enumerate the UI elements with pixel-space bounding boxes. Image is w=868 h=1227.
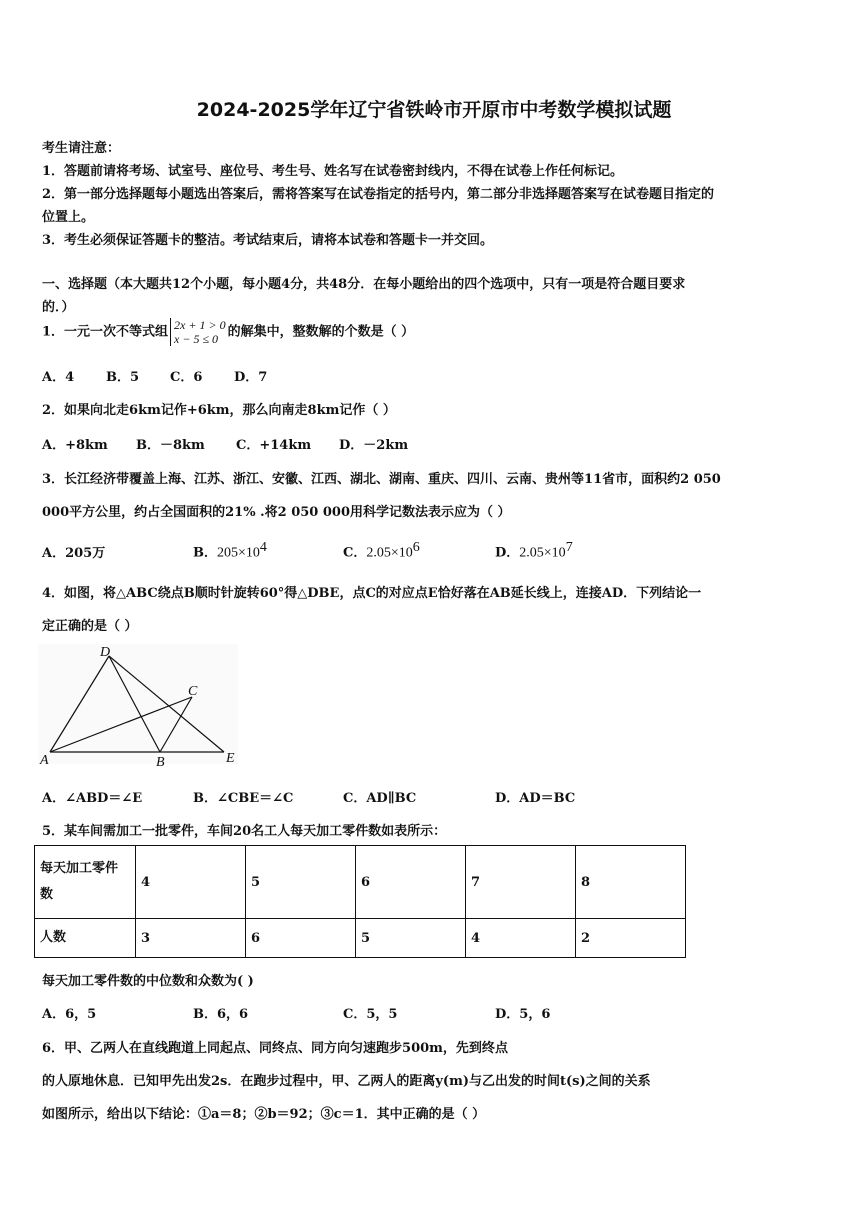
q3-option-b: B．$205\times 10^4$ [193, 540, 267, 561]
q1-option-c: C．6 [170, 370, 203, 385]
section-heading: 一、选择题（本大题共12个小题，每小题4分，共48分．在每小题给出的四个选项中，只有一项是符合题目要求 [42, 277, 686, 292]
rotation-triangle-figure [36, 642, 246, 770]
q1-option-b: B．5 [106, 370, 140, 385]
q2-option-a: A．+8km [42, 438, 108, 453]
question-6-line-2: 的人原地休息．已知甲先出发2s．在跑步过程中，甲、乙两人的距离y(m)与乙出发的时间t(s)之间的关系 [42, 1074, 651, 1089]
inequality-system [170, 318, 226, 346]
question-4-line-2: 定正确的是（ ） [42, 619, 138, 634]
q5-option-c: C．5，5 [343, 1007, 398, 1022]
question-4-line-1: 4．如图，将△ABC绕点B顺时针旋转60°得△DBE，点C的对应点E恰好落在AB延长线上，连接AD．下列结论一 [42, 586, 702, 601]
section-heading-cont: 的．） [42, 300, 75, 315]
q4-option-c: C．AD∥BC [343, 791, 417, 806]
table-header-parts: 每天加工零件数 [35, 846, 136, 919]
q3-option-c: C．$2.05\times 10^6$ [343, 540, 420, 561]
notice-item-3: 3．考生必须保证答题卡的整洁。考试结束后，请将本试卷和答题卡一并交回。 [42, 233, 494, 248]
q5-option-a: A．6，5 [42, 1007, 97, 1022]
notice-item-1: 1．答题前请将考场、试室号、座位号、考生号、姓名写在试卷密封线内，不得在试卷上作任何标记。 [42, 164, 624, 179]
notice-item-2: 2．第一部分选择题每小题选出答案后，需将答案写在试卷指定的括号内，第二部分非选择题答案写在试卷题目指定的 [42, 187, 715, 202]
label-e: E [226, 751, 235, 766]
q4-option-d: D．AD＝BC [495, 791, 576, 806]
question-2: 2．如果向北走6km记作+6km，那么向南走8km记作（ ） [42, 403, 396, 418]
q3-option-a: A．205万 [42, 546, 106, 561]
table-cell: 6 [356, 846, 466, 919]
table-cell: 8 [576, 846, 686, 919]
q2-option-c: C．+14km [236, 438, 312, 453]
table-cell: 4 [466, 919, 576, 958]
q4-option-a: A．∠ABD＝∠E [42, 791, 143, 806]
inequality-2: x − 5 ≤ 0 [174, 332, 219, 346]
table-cell: 5 [246, 846, 356, 919]
question-5-prompt: 每天加工零件数的中位数和众数为( ) [42, 974, 254, 989]
question-1 [42, 318, 414, 346]
question-6-line-1: 6．甲、乙两人在直线跑道上同起点、同终点、同方向匀速跑步500m，先到终点 [42, 1041, 508, 1056]
table-cell: 3 [136, 919, 246, 958]
parts-table [34, 845, 686, 958]
notice-item-2-cont: 位置上。 [42, 210, 95, 225]
q3-option-d: D．$2.05\times 10^7$ [495, 540, 573, 561]
question-3-line-2: 000平方公里，约占全国面积的21% .将2 050 000用科学记数法表示应为（ ） [42, 505, 511, 520]
page-title: 2024-2025学年辽宁省铁岭市开原市中考数学模拟试题 [196, 99, 672, 121]
table-cell: 7 [466, 846, 576, 919]
table-row [35, 919, 686, 958]
q1-option-a: A．4 [42, 370, 75, 385]
label-b: B [156, 755, 165, 770]
q1-prefix: 1．一元一次不等式组 [42, 324, 169, 340]
table-cell: 4 [136, 846, 246, 919]
inequality-1: 2x + 1 > 0 [174, 318, 226, 332]
q2-option-b: B．－8km [136, 438, 205, 453]
table-cell: 6 [246, 919, 356, 958]
table-cell: 5 [356, 919, 466, 958]
notice-heading: 考生请注意： [42, 141, 121, 156]
question-6-line-3: 如图所示，给出以下结论：①a＝8；②b＝92；③c＝1．其中正确的是（ ） [42, 1107, 486, 1122]
table-cell: 2 [576, 919, 686, 958]
q5-option-d: D．5，6 [495, 1007, 551, 1022]
label-d: D [100, 645, 111, 660]
label-a: A [40, 753, 49, 768]
table-row [35, 846, 686, 919]
q1-suffix: 的解集中，整数解的个数是（ ） [227, 324, 415, 340]
q4-option-b: B．∠CBE＝∠C [193, 791, 294, 806]
table-header-people: 人数 [35, 919, 136, 958]
question-5: 5．某车间需加工一批零件，车间20名工人每天加工零件数如表所示： [42, 824, 447, 839]
question-3-line-1: 3．长江经济带覆盖上海、江苏、浙江、安徽、江西、湖北、湖南、重庆、四川、云南、贵州等11省市，面积约2 050 [42, 472, 721, 487]
q2-option-d: D．－2km [339, 438, 409, 453]
label-c: C [188, 684, 198, 699]
q5-option-b: B．6，6 [193, 1007, 249, 1022]
q1-option-d: D．7 [234, 370, 268, 385]
